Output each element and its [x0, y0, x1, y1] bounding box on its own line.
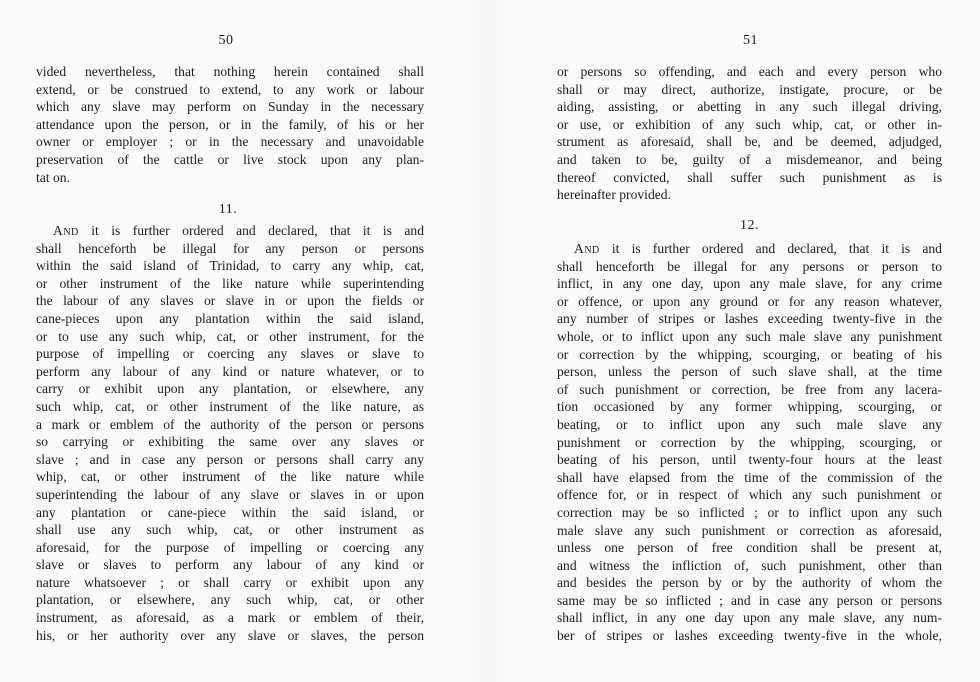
text-line: carry or exhibit upon any plantation, or elsewhere, any — [36, 381, 424, 397]
page-number-right: 51 — [743, 33, 758, 48]
text-line: aforesaid, for the purpose of impelling or coercing any — [36, 539, 424, 555]
text-line: correction may be so inflicted ; or to inflict upon any such — [557, 504, 942, 520]
text-line: whole, or to inflict upon any such male slave any punishment — [557, 328, 942, 344]
text-line: or persons so offending, and each and every person who — [557, 64, 942, 79]
text-line: shall use any such whip, cat, or other instrument as — [36, 522, 424, 538]
text-line: or use, or exhibition of any such whip, cat, or other in- — [557, 116, 942, 132]
text-line: inflict, in any one day, upon any male slave, for any crime — [557, 276, 942, 292]
text-line: which any slave may perform on Sunday in the necessary — [36, 99, 424, 115]
text-line: any plantation or cane-piece within the said island, or — [36, 504, 424, 520]
text-line: person, unless the person of such slave shall, at the time — [557, 364, 942, 380]
text-line: and taken to be, guilty of a misdemeanor, and being — [557, 151, 942, 167]
section-lead-word: And — [574, 241, 600, 256]
text-line: owner or employer ; or in the necessary and unavoidable — [36, 134, 424, 150]
text-line: offence for, or in respect of which any such punishment or — [557, 487, 942, 503]
right-top-paragraph — [557, 63, 942, 204]
text-line: shall have elapsed from the time of the commission of the — [557, 469, 942, 485]
section-first-line-text: it is further ordered and declared, that it is and — [611, 241, 942, 256]
text-line: same may be so inflicted ; and in case any person or persons — [557, 592, 942, 608]
text-line: punishment or correction by the whipping, scourging, or — [557, 434, 942, 450]
section-first-line — [557, 240, 942, 258]
text-line: such whip, cat, or other instrument of the like nature, as — [36, 398, 424, 414]
text-line: or offence, or upon any ground or for any reason whatever, — [557, 293, 942, 309]
text-line: cane-pieces upon any plantation within the said island, — [36, 310, 424, 326]
text-line: and witness the infliction of, such punishment, other than — [557, 557, 942, 573]
text-line: perform any labour of any kind or nature whatever, or to — [36, 363, 424, 379]
text-line: aiding, assisting, or abetting in any such illegal driving, — [557, 99, 942, 115]
text-line: hereinafter provided. — [557, 187, 671, 203]
text-line: ber of stripes or lashes exceeding twenty-five in the whole, — [557, 628, 942, 644]
text-line: beating, or to inflict upon any such male slave any — [557, 416, 942, 432]
text-line: strument as aforesaid, shall be, and be deemed, adjudged, — [557, 134, 942, 150]
text-line: vided nevertheless, that nothing herein contained shall — [36, 64, 424, 79]
right-page — [557, 0, 942, 682]
text-line: tion occasioned by any former whipping, scourging, or — [557, 399, 942, 415]
text-line: unless one person of free condition shall be present at, — [557, 540, 942, 556]
text-line: male slave any such punishment or correction as aforesaid, — [557, 522, 942, 538]
text-line: slave or slaves to perform any labour of any kind or — [36, 557, 424, 573]
page-number-left: 50 — [218, 33, 234, 48]
text-line: shall henceforth be illegal for any person or persons — [36, 240, 424, 256]
section-lead-word: And — [53, 223, 79, 238]
text-line: any number of stripes or lashes exceeding twenty-five in the — [557, 311, 942, 327]
text-line: the labour of any slaves or slave in or upon the fields or — [36, 293, 424, 309]
text-line: a mark or emblem of the authority of the person or persons — [36, 416, 424, 432]
text-line: purpose of impelling or coercing any slaves or slave to — [36, 346, 424, 362]
book-gutter — [470, 0, 510, 682]
section-first-line-text: it is further ordered and declared, that it is and — [91, 223, 424, 238]
text-line: of such punishment or correction, be free from any lacera- — [557, 381, 942, 397]
text-line: and besides the person by or by the authority of whom the — [557, 575, 942, 591]
text-line: tat on. — [36, 169, 70, 185]
text-line: thereof convicted, shall suffer such punishment as is — [557, 169, 942, 185]
section-number-12: 12. — [740, 218, 759, 233]
text-line: slave ; and in case any person or persons shall carry any — [36, 451, 424, 467]
text-line: superintending the labour of any slave or slaves in or upon — [36, 486, 424, 502]
section-first-line — [36, 222, 424, 240]
text-line: so carrying or exhibiting the same over any slaves or — [36, 434, 424, 450]
text-line: shall or may direct, authorize, instigate, procure, or be — [557, 81, 942, 97]
text-line: shall henceforth be illegal for any persons or person to — [557, 258, 942, 274]
left-top-paragraph — [36, 63, 424, 186]
text-line: shall inflict, in any one day upon any male slave, any num- — [557, 610, 942, 626]
text-line: attendance upon the person, or in the family, of his or her — [36, 116, 424, 132]
section-11-body — [36, 222, 424, 644]
text-line: beating of his person, until twenty-four hours at the least — [557, 452, 942, 468]
text-line: or other instrument of the like nature while superintending — [36, 275, 424, 291]
text-line: preservation of the cattle or live stock upon any plan- — [36, 151, 424, 167]
section-number-11: 11. — [218, 202, 238, 217]
text-line: whip, cat, or other instrument of the like nature while — [36, 469, 424, 485]
text-line: or correction by the whipping, scourging, or beating of his — [557, 346, 942, 362]
left-page — [36, 0, 424, 682]
text-line: extend, or be construed to extend, to any work or labour — [36, 81, 424, 97]
section-12-body — [557, 240, 942, 645]
text-line: nature whatsoever ; or shall carry or exhibit upon any — [36, 574, 424, 590]
text-line: within the said island of Trinidad, to carry any whip, cat, — [36, 258, 424, 274]
text-line: or to use any such whip, cat, or other instrument, for the — [36, 328, 424, 344]
text-line: instrument, as aforesaid, as a mark or emblem of their, — [36, 610, 424, 626]
text-line: his, or her authority over any slave or slaves, the person — [36, 627, 424, 643]
text-line: plantation, or elsewhere, any such whip, cat, or other — [36, 592, 424, 608]
